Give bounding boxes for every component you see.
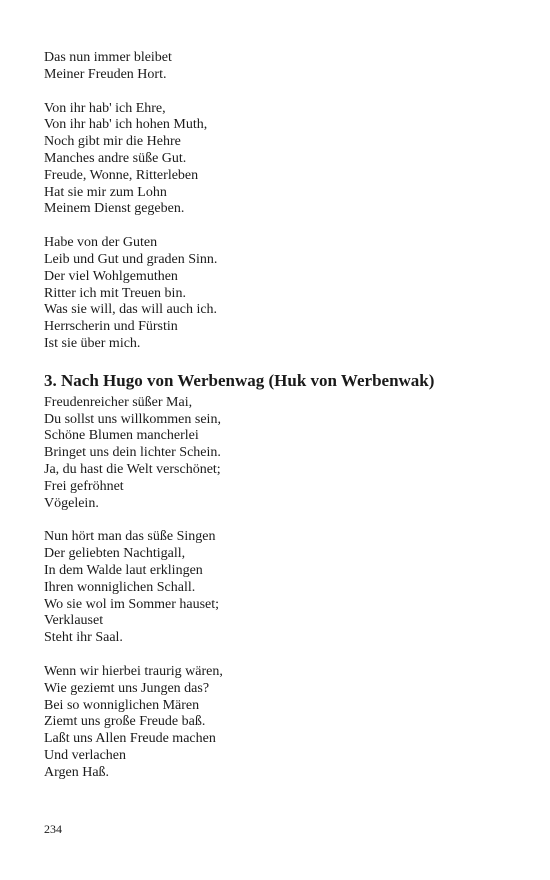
verse-line: In dem Walde laut erklingen [44, 562, 203, 578]
verse-line: Noch gibt mir die Hehre [44, 134, 181, 150]
verse-line: Manches andre süße Gut. [44, 150, 187, 166]
verse-line: Leib und Gut und graden Sinn. [44, 251, 218, 267]
verse-line: Von ihr hab' ich hohen Muth, [44, 117, 208, 133]
verse-line: Von ihr hab' ich Ehre, [44, 100, 166, 116]
verse-line: Freude, Wonne, Ritterleben [44, 167, 199, 183]
section-title: 3. Nach Hugo von Werbenwag (Huk von Werbenwak) [44, 370, 435, 390]
verse-line: Ritter ich mit Treuen bin. [44, 285, 186, 301]
stanza [44, 529, 514, 647]
verse-line: Ja, du hast die Welt verschönet; [44, 461, 221, 477]
verse-line: Herrscherin und Fürstin [44, 319, 178, 335]
verse-line: Wo sie wol im Sommer hauset; [44, 596, 220, 612]
verse-line: Meiner Freuden Hort. [44, 66, 167, 82]
verse-line: Wenn wir hierbei traurig wären, [44, 663, 223, 679]
page-number: 234 [44, 822, 62, 836]
page-content [44, 50, 514, 798]
stanza [44, 664, 514, 782]
verse-line: Schöne Blumen mancherlei [44, 428, 199, 444]
verse-line: Verklauset [44, 613, 104, 629]
verse-line: Der viel Wohlgemuthen [44, 268, 178, 284]
verse-line: Meinem Dienst gegeben. [44, 201, 185, 217]
verse-line: Das nun immer bleibet [44, 50, 172, 65]
verse-line: Laßt uns Allen Freude machen [44, 731, 216, 747]
stanza [44, 101, 514, 219]
verse-line: Bei so wonniglichen Mären [44, 697, 200, 713]
verse-line: Nun hört man das süße Singen [44, 529, 216, 545]
verse-line: Du sollst uns willkommen sein, [44, 411, 221, 427]
verse-line: Was sie will, das will auch ich. [44, 302, 218, 318]
verse-line: Und verlachen [44, 747, 127, 763]
stanza [44, 235, 514, 353]
verse-line: Frei gefröhnet [44, 478, 124, 494]
verse-line: Argen Haß. [44, 764, 110, 780]
verse-line: Hat sie mir zum Lohn [44, 184, 167, 200]
verse-line: Wie geziemt uns Jungen das? [44, 680, 210, 696]
verse-line: Der geliebten Nachtigall, [44, 546, 186, 562]
verse-line: Ihren wonniglichen Schall. [44, 579, 196, 595]
stanza [44, 50, 514, 84]
verse-line: Ist sie über mich. [44, 335, 141, 351]
stanza [44, 395, 514, 513]
verse-line: Freudenreicher süßer Mai, [44, 394, 193, 410]
verse-line: Habe von der Guten [44, 235, 158, 251]
verse-line: Vögelein. [44, 495, 99, 511]
verse-line: Steht ihr Saal. [44, 630, 123, 646]
verse-line: Bringet uns dein lichter Schein. [44, 445, 221, 461]
verse-line: Ziemt uns große Freude baß. [44, 714, 206, 730]
